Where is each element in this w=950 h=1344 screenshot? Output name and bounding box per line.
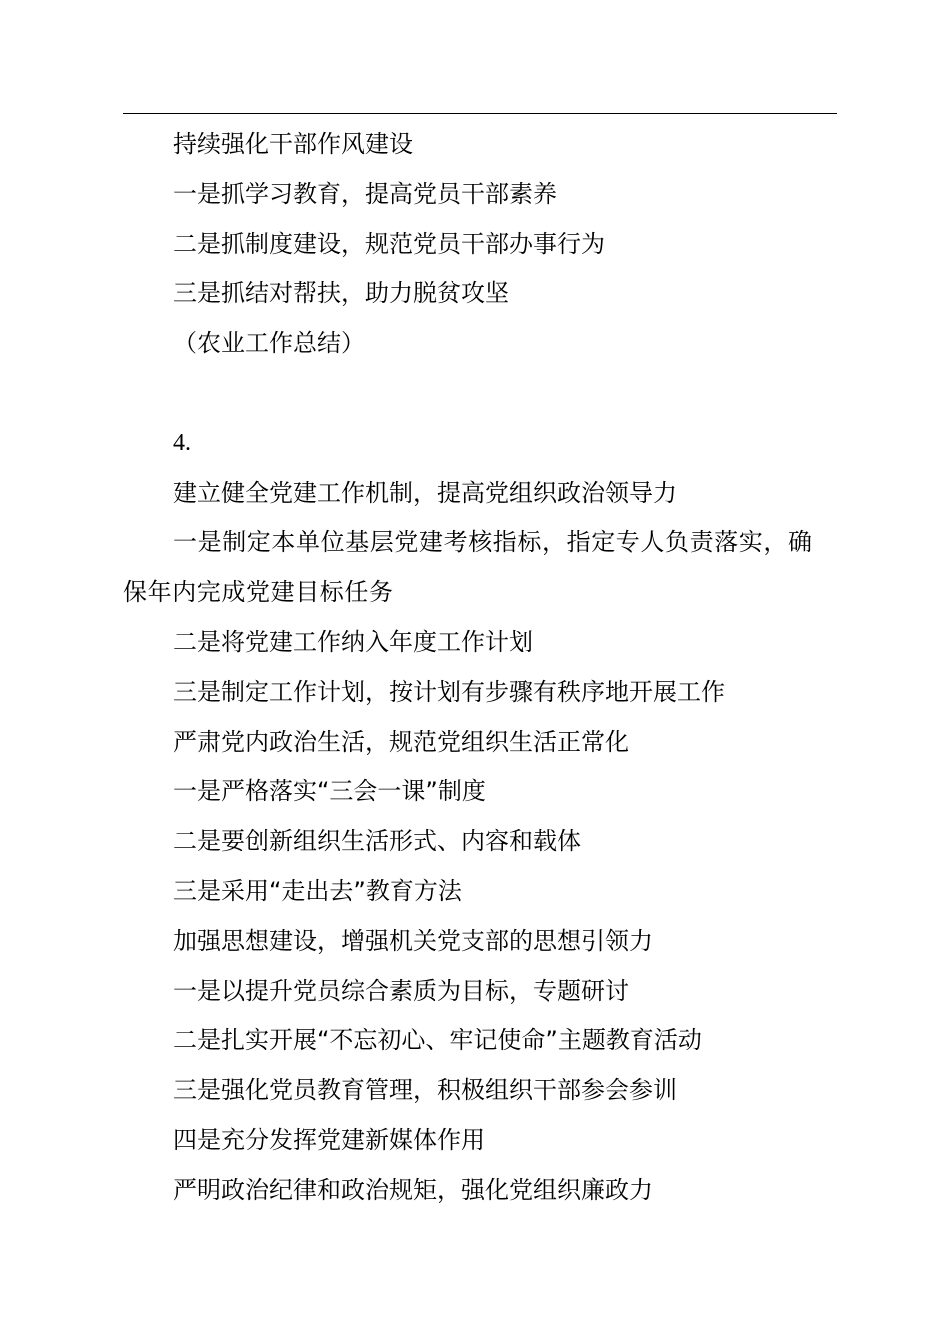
list-item: 三是强化党员教育管理，积极组织干部参会参训	[173, 1076, 677, 1105]
list-item: 一是严格落实“三会一课”制度	[173, 777, 486, 806]
section-heading: 建立健全党建工作机制，提高党组织政治领导力	[173, 478, 677, 507]
list-item: 一是抓学习教育，提高党员干部素养	[173, 179, 557, 208]
document-body	[123, 120, 837, 1216]
header-rule	[123, 113, 837, 114]
list-item: 二是要创新组织生活形式、内容和载体	[173, 827, 581, 856]
section-heading: 严明政治纪律和政治规矩，强化党组织廉政力	[173, 1175, 653, 1204]
list-item: 一是以提升党员综合素质为目标，专题研讨	[173, 976, 629, 1005]
source-note: （农业工作总结）	[173, 329, 365, 358]
section-heading: 持续强化干部作风建设	[173, 130, 413, 158]
list-item: 一是制定本单位基层党建考核指标，指定专人负责落实，确保年内完成党建目标任务	[123, 528, 813, 607]
list-item: 二是扎实开展“不忘初心、牢记使命”主题教育活动	[173, 1026, 702, 1055]
list-item: 三是抓结对帮扶，助力脱贫攻坚	[173, 279, 509, 308]
section-heading: 严肃党内政治生活，规范党组织生活正常化	[173, 727, 629, 756]
list-item: 二是将党建工作纳入年度工作计划	[173, 627, 533, 656]
list-item: 三是采用“走出去”教育方法	[173, 876, 462, 905]
list-item: 三是制定工作计划，按计划有步骤有秩序地开展工作	[173, 677, 725, 706]
list-item: 二是抓制度建设，规范党员干部办事行为	[173, 229, 605, 258]
section-heading: 加强思想建设，增强机关党支部的思想引领力	[173, 926, 653, 955]
list-item: 四是充分发挥党建新媒体作用	[173, 1125, 485, 1154]
blank-line	[123, 369, 837, 419]
section-number: 4.	[173, 429, 191, 456]
